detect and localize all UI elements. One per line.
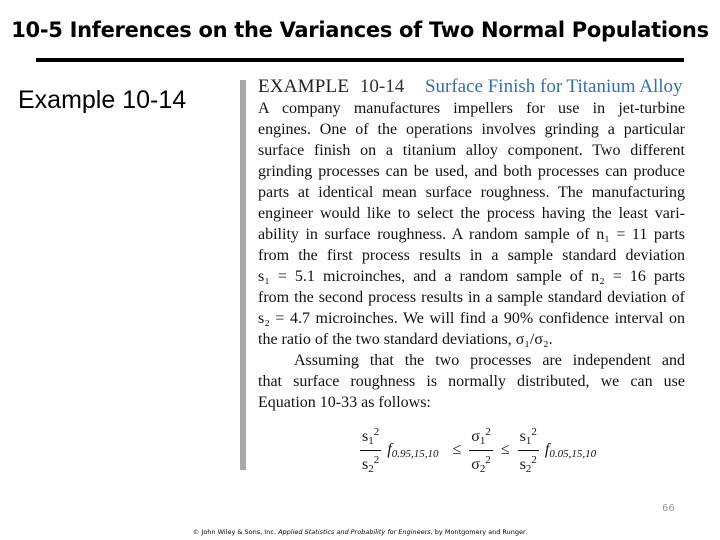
body-line: ability in surface roughness. A random sample of n₁ = 11 parts (258, 226, 685, 243)
example-topic: Surface Finish for Titanium Alloy (424, 76, 683, 97)
example-body (258, 98, 685, 413)
body-line: Equation 10-33 as follows: (258, 394, 431, 411)
body-line: A company manufactures impellers for use in jet-turbine (258, 100, 685, 117)
page-number: 66 (662, 503, 675, 514)
slide-title: 10-5 Inferences on the Variances of Two Normal Populations (11, 18, 709, 42)
copyright-footer: © John Wiley & Sons, Inc. Applied Statistics and Probability for Engineers, by Montgomery and Runger. (192, 528, 528, 536)
left-ratio: $\frac{s_1^2}{s_2^2}$ (360, 423, 381, 478)
example-label: EXAMPLE (258, 76, 350, 97)
body-line: parts at identical mean surface roughness. The manufacturing (258, 184, 685, 201)
f-lower-quantile: $f_{0.95,15,10}$ (387, 440, 439, 460)
sigma-ratio: $\frac{\sigma_1^2}{\sigma_2^2}$ (469, 423, 493, 478)
leq-symbol: ≤ (500, 441, 510, 458)
confidence-interval-formula (358, 424, 604, 476)
body-line: surface finish on a titanium alloy component. Two different (258, 142, 685, 159)
body-line: s₂ = 4.7 microinches. We will find a 90% confidence interval on (258, 310, 685, 327)
example-heading: Example 10-14 (18, 86, 187, 114)
example-side-bar (240, 80, 246, 470)
body-line: s₁ = 5.1 microinches, and a random sample of n₂ = 16 parts (258, 268, 685, 285)
book-title: Applied Statistics and Probability for Engineers (278, 528, 431, 536)
example-header (258, 76, 683, 98)
body-line: the ratio of the two standard deviations, σ₁/σ₂. (258, 331, 553, 348)
f-upper-quantile: $f_{0.05,15,10}$ (544, 440, 597, 460)
body-line: engineer would like to select the process having the least vari- (258, 205, 685, 222)
right-ratio: $\frac{s_1^2}{s_2^2}$ (518, 423, 539, 478)
leq-symbol: ≤ (452, 441, 462, 458)
title-underline (36, 58, 684, 62)
body-line: grinding processes can be used, and both processes can produce (258, 163, 685, 180)
body-line: from the first process results in a sample standard deviation (258, 247, 685, 264)
body-line: that surface roughness is normally distributed, we can use (258, 373, 685, 390)
body-line: engines. One of the operations involves grinding a particular (258, 121, 685, 138)
example-number: 10-14 (359, 76, 405, 97)
body-line: Assuming that the two processes are independent and (294, 352, 685, 369)
body-line: from the second process results in a sample standard deviation of (258, 289, 685, 306)
